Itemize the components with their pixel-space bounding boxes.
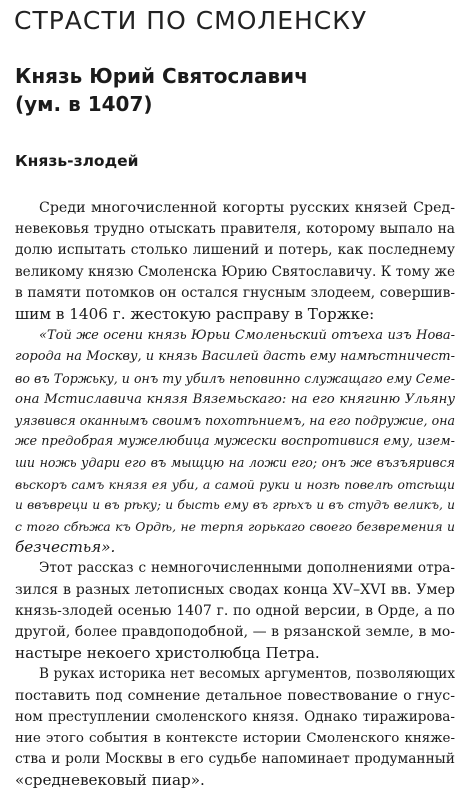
text-line: Этот рассказ с немногочисленными дополнениями отра-: [39, 560, 455, 577]
text-line: шим в 1406 г. жестокую расправу в Торжке:: [15, 305, 375, 324]
quote-line: и ввъвреци и въ рѣку; и бысть ему въ грѣхъ и въ студъ великъ, и: [15, 497, 455, 512]
text-line: долю испытать столько лишений и потерь, как последнему: [15, 242, 455, 259]
quote-line: города на Москву, и князь Василей дасть ему намѣстничест-: [15, 349, 455, 365]
text-line: поставить под сомнение детальное повествование о гнус-: [15, 687, 455, 704]
quote-line: во въ Торжьку, и онъ ту убилъ неповинно служащаго ему Семе-: [15, 370, 455, 386]
text-line: «средневековый пиар».: [15, 771, 205, 790]
body-text: [15, 198, 455, 792]
text-line: князь-злодей осенью 1407 г. по одной версии, в Орде, а по: [15, 602, 455, 619]
text-line: в памяти потомков он остался гнусным злодеем, совершив-: [15, 284, 455, 301]
chapter-title-line-1: Князь Юрий Святославич: [15, 64, 308, 88]
quote-line: с того сбѣжа къ Ордѣ, не терпя горькаго своего безвремения и: [15, 519, 455, 535]
text-line: зился в разных летописных сводах конца XV–XVI вв. Умер: [15, 581, 455, 598]
text-line: Среди многочисленной когорты русских князей Сред-: [39, 200, 455, 216]
text-line: ства и роли Москвы в его судьбе напоминает продуманный: [15, 751, 455, 768]
quote-line: вьскоръ самъ князя ея уби, а самой руки и нозѣ повелѣ отсѣщи: [15, 476, 455, 492]
quote-line: она Мстиславича князя Вяземьскаго: на его княгиню Ульяну: [15, 391, 455, 407]
quote-line: безчестья».: [15, 538, 116, 557]
chapter-title-line-2: (ум. в 1407): [15, 92, 153, 116]
quote-line: же предобрая мужелюбица мужески воспротивися ему, изем-: [15, 434, 455, 450]
text-line: ние этого события в контексте истории Смоленского княже-: [15, 731, 455, 747]
quote-line: «Той же осени князь Юрьи Смоленьский отъеха изъ Нова-: [39, 328, 455, 344]
quote-line: уязвився оканнымъ своимъ похотѣниемъ, на его подружие, она: [15, 413, 455, 429]
section-heading: Князь-злодей: [15, 152, 139, 170]
text-line: великому князю Смоленска Юрию Святославичу. К тому же: [15, 263, 455, 280]
text-line: другой, более правдоподобной, — в рязанской земле, в мо-: [15, 624, 455, 641]
text-line: настыре некоего христолюбца Петра.: [15, 644, 320, 663]
quote-line: ши ножь удари его въ мыщцю на ложи его; онъ же възъярився: [15, 455, 455, 471]
text-line: невековья трудно отыскать правителя, которому выпало на: [15, 221, 455, 238]
running-head: СТРАСТИ ПО СМОЛЕНСКУ: [14, 6, 368, 35]
chapter-title: [15, 62, 308, 118]
text-line: В руках историка нет весомых аргументов, позволяющих: [39, 666, 455, 683]
text-line: ном преступлении смоленского князя. Однако тиражирова-: [15, 708, 455, 725]
